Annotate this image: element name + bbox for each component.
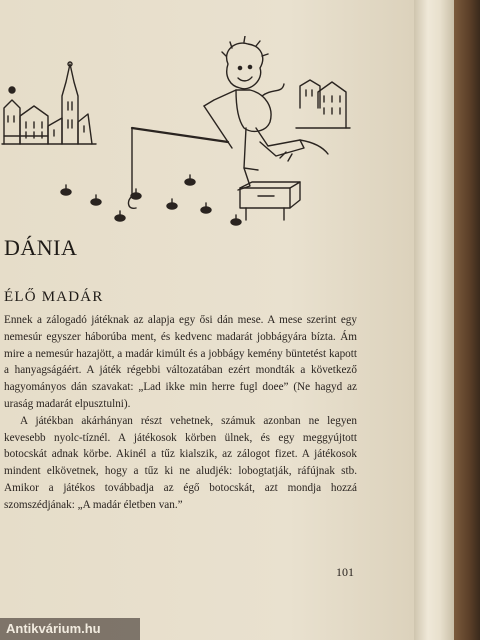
boy-drawing <box>204 36 328 190</box>
section-title: ÉLŐ MADÁR <box>4 289 104 305</box>
town-right-drawing <box>296 80 350 128</box>
paragraph-rules: A játékban akárhányan részt vehetnek, számuk azonban ne legyen kevesebb nyolc-tíznél. A játékosok körben ülnek, és egy meggyújtott botocskát adnak körbe. Akinél a tűz kialszik, az zálogot fizet. A játékosok mindent elkövetnek, hogy a tűz ki ne aludjék: lobogtatják, ráfújnak stb. Amikor a játékos továbbadja az égő botocskát, azt mondja hozzá szomszédjának: „A madár életben van.” <box>4 414 357 511</box>
book-cover-edge <box>454 0 480 640</box>
paragraph-intro: Ennek a zálogadó játéknak az alapja egy ősi dán mese. A mese szerint egy nemesúr egyszer háborúba ment, és kedvenc madarát jobbágyára bízta. Ám mire a nemesúr hazajött, a madár kimúlt és a jobbágy kemény büntetést kapott a hanyagságáért. A játék régebbi változatában ezért mondták a következő hagyományos dán szavakat: „Lad ikke min herre fugl doee” (Ne hagyd az uraság madarát elpusztulni). <box>4 314 357 410</box>
stool-drawing <box>240 182 300 220</box>
page-number: 101 <box>336 565 354 579</box>
town-left-drawing <box>2 62 96 144</box>
fishing-rod-drawing <box>129 106 232 208</box>
body-text <box>4 312 357 514</box>
page-edge <box>414 0 454 640</box>
fishing-boy-illustration <box>0 36 360 231</box>
floor-candles-drawing <box>61 175 241 225</box>
chapter-title: DÁNIA <box>4 235 78 260</box>
watermark-logo: Antikvárium.hu <box>0 618 140 640</box>
